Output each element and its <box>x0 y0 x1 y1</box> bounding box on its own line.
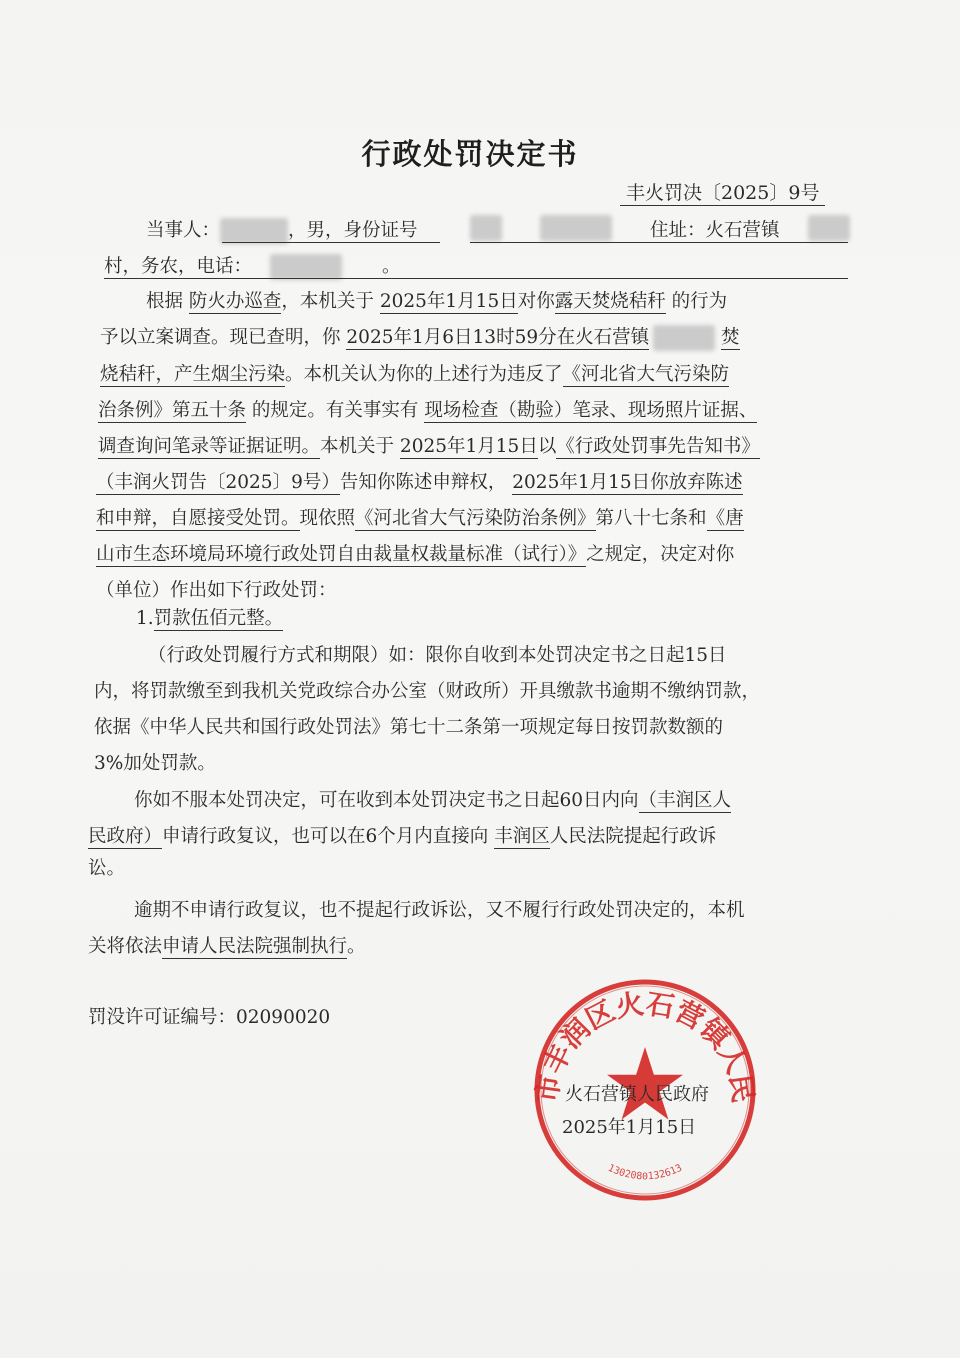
appeal-line-1: 你如不服本处罚决定，可在收到本处罚决定书之日起60日内向（丰润区人 <box>134 790 732 811</box>
body-line-4: 治条例》第五十条 的规定。有关事实有 现场检查（勘验）笔录、现场照片证据、 <box>98 400 758 421</box>
party-line <box>146 216 906 244</box>
party-address: 住址：火石营镇 <box>650 220 780 241</box>
seal-code: 1302080132613 <box>605 1162 685 1183</box>
redacted-id-2 <box>540 215 612 241</box>
party-gender: ，男，身份证号 <box>288 220 418 241</box>
performance-line-2: 内，将罚款缴至到我机关党政综合办公室（财政所）开具缴款书逾期不缴纳罚款， <box>94 681 761 702</box>
document-title: 行政处罚决定书 <box>361 137 579 171</box>
body-line-9: （单位）作出如下行政处罚： <box>96 580 337 601</box>
redacted-name <box>220 218 288 244</box>
performance-line-3: 依据《中华人民共和国行政处罚法》第七十二条第一项规定每日按罚款数额的 <box>94 717 724 738</box>
party-line2: 村，务农，电话： 。 <box>104 252 401 280</box>
body-line-1: 根据 防火办巡查，本机关于 2025年1月15日对你露天焚烧秸秆 的行为 <box>146 291 728 312</box>
seal-arc-text: 市丰润区火石营镇人民 <box>530 986 760 1105</box>
redacted-id-1 <box>470 215 502 241</box>
enforcement-line-2: 关将依法申请人民法院强制执行。 <box>88 936 366 957</box>
appeal-line-3: 讼。 <box>88 858 126 879</box>
redacted-village <box>653 325 715 351</box>
redacted-address <box>808 215 850 241</box>
signature-date: 2025年1月15日 <box>562 1117 697 1138</box>
body-line-7: 和申辩，自愿接受处罚。现依照《河北省大气污染防治条例》第八十七条和《唐 <box>96 508 744 529</box>
party-underline <box>222 242 440 243</box>
address-underline <box>470 242 848 243</box>
body-line-3: 烧秸秆，产生烟尘污染。本机关认为你的上述行为违反了《河北省大气污染防 <box>100 364 730 385</box>
performance-line-1: （行政处罚履行方式和期限）如：限你自收到本处罚决定书之日起15日 <box>148 645 727 666</box>
body-line-5: 调查询问笔录等证据证明。本机关于 2025年1月15日以《行政处罚事先告知书》 <box>98 436 760 457</box>
document-number: 丰火罚决〔2025〕9号 <box>620 178 825 205</box>
performance-line-4: 3%加处罚款。 <box>94 753 216 774</box>
enforcement-line-1: 逾期不申请行政复议，也不提起行政诉讼，又不履行行政处罚决定的，本机 <box>134 900 745 921</box>
party-line2-underline <box>104 278 848 279</box>
permit-number: 罚没许可证编号：02090020 <box>88 1007 331 1028</box>
body-line-6: （丰润火罚告〔2025〕9号）告知你陈述申辩权， 2025年1月15日你放弃陈述 <box>96 472 743 493</box>
redacted-phone <box>270 254 342 280</box>
penalty-item: 1.罚款伍佰元整。 <box>136 608 284 629</box>
body-line-8: 山市生态环境局环境行政处罚自由裁量权裁量标准（试行）》之规定，决定对你 <box>96 544 735 565</box>
appeal-line-2: 民政府）申请行政复议，也可以在6个月内直接向 丰润区人民法院提起行政诉 <box>88 826 717 847</box>
signer-org: 火石营镇人民政府 <box>565 1084 709 1105</box>
party-label: 当事人： <box>146 220 221 241</box>
body-line-2: 予以立案调查。现已查明，你 2025年1月6日13时59分在火石营镇 焚 <box>100 323 860 351</box>
